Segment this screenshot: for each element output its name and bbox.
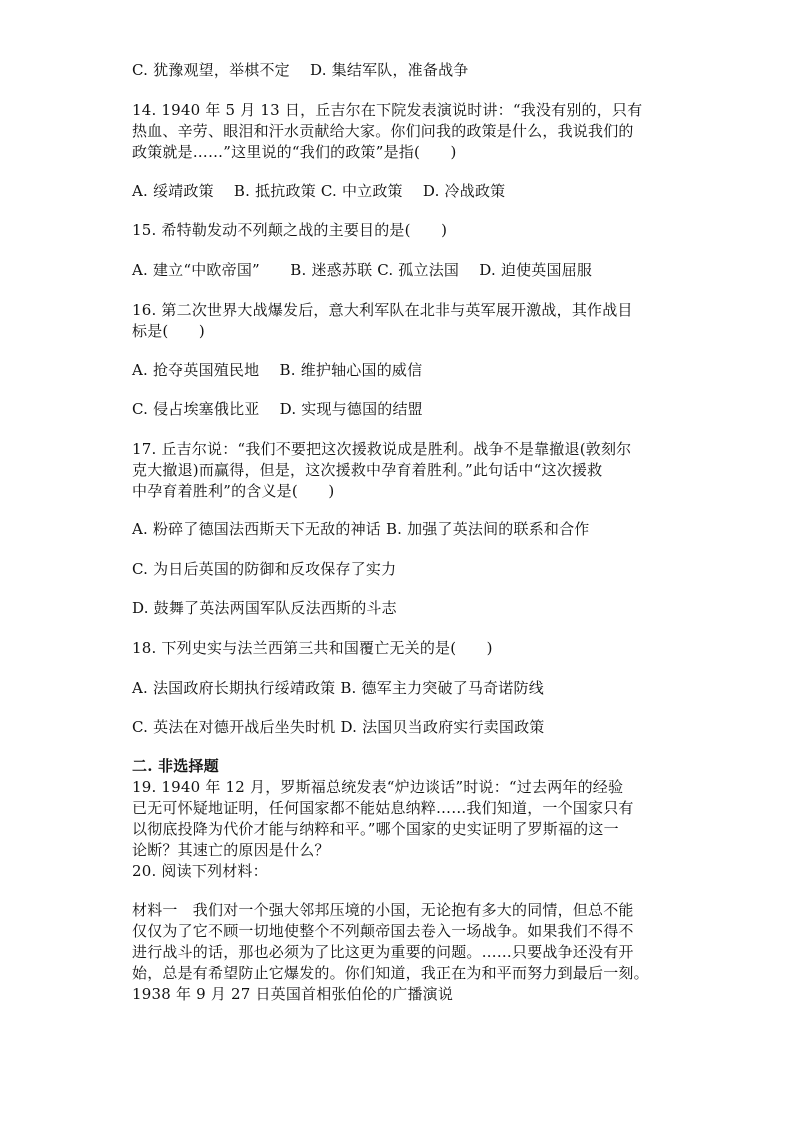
q19-stem-line-4: 论断？其速亡的原因是什么？ <box>132 841 330 859</box>
q14-stem-line-3: 政策就是……”这里说的“我们的政策”是指( ) <box>132 143 457 161</box>
q14-stem-line-1: 14. 1940 年 5 月 13 日，丘吉尔在下院发表演说时讲：“我没有别的，只有 <box>132 101 643 119</box>
q15-stem: 15. 希特勒发动不列颠之战的主要目的是( ) <box>132 221 448 239</box>
q19-stem-line-2: 已无可怀疑地证明，任何国家都不能姑息纳粹……我们知道，一个国家只有 <box>132 799 634 817</box>
q16-stem-line-1: 16. 第二次世界大战爆发后，意大利军队在北非与英军展开激战，其作战目 <box>132 301 633 319</box>
section-heading-non-choice: 二. 非选择题 <box>132 757 219 775</box>
q17-stem-line-1: 17. 丘吉尔说：“我们不要把这次援救说成是胜利。战争不是靠撤退(敦刻尔 <box>132 440 632 458</box>
q19-stem-line-3: 以彻底投降为代价才能与纳粹和平。”哪个国家的史实证明了罗斯福的这一 <box>132 820 619 838</box>
q17-option-d: D. 鼓舞了英法两国军队反法西斯的斗志 <box>132 599 397 617</box>
q18-options-cd: C. 英法在对德开战后坐失时机 D. 法国贝当政府实行卖国政策 <box>132 718 545 736</box>
material-1-line-4: 始，总是有希望防止它爆发的。你们知道，我正在为和平而努力到最后一刻。 <box>132 964 649 982</box>
q14-stem-line-2: 热血、辛劳、眼泪和汗水贡献给大家。你们问我的政策是什么，我说我们的 <box>132 122 634 140</box>
q19-stem-line-1: 19. 1940 年 12 月，罗斯福总统发表“炉边谈话”时说：“过去两年的经验 <box>132 778 624 796</box>
q16-stem-line-2: 标是( ) <box>132 322 205 340</box>
q17-stem-line-3: 中孕育着胜利”的含义是( ) <box>132 482 335 500</box>
material-1-line-3: 进行战斗的话，那也必须为了比这更为重要的问题。……只要战争还没有开 <box>132 943 634 961</box>
material-1-line-1: 材料一 我们对一个强大邻邦压境的小国，无论抱有多大的同情，但总不能 <box>132 901 634 919</box>
q18-stem: 18. 下列史实与法兰西第三共和国覆亡无关的是( ) <box>132 639 493 657</box>
material-1-line-2: 仅仅为了它不顾一切地使整个不列颠帝国去卷入一场战争。如果我们不得不 <box>132 922 634 940</box>
q16-options-cd: C. 侵占埃塞俄比亚 D. 实现与德国的结盟 <box>132 400 423 418</box>
q16-options-ab: A. 抢夺英国殖民地 B. 维护轴心国的威信 <box>132 361 423 379</box>
q17-option-c: C. 为日后英国的防御和反攻保存了实力 <box>132 560 397 578</box>
q14-options: A. 绥靖政策 B. 抵抗政策 C. 中立政策 D. 冷战政策 <box>132 182 506 200</box>
q18-options-ab: A. 法国政府长期执行绥靖政策 B. 德军主力突破了马奇诺防线 <box>132 679 544 697</box>
q17-stem-line-2: 克大撤退)而赢得，但是，这次援救中孕育着胜利。”此句话中“这次援救 <box>132 461 603 479</box>
q17-options-ab: A. 粉碎了德国法西斯天下无敌的神话 B. 加强了英法间的联系和合作 <box>132 520 590 538</box>
q15-options: A. 建立“中欧帝国” B. 迷惑苏联 C. 孤立法国 D. 迫使英国屈服 <box>132 261 593 279</box>
q20-stem: 20. 阅读下列材料： <box>132 862 268 880</box>
material-1-source: 1938 年 9 月 27 日英国首相张伯伦的广播演说 <box>132 985 454 1003</box>
q13-options-cd: C. 犹豫观望，举棋不定 D. 集结军队，准备战争 <box>132 61 469 79</box>
